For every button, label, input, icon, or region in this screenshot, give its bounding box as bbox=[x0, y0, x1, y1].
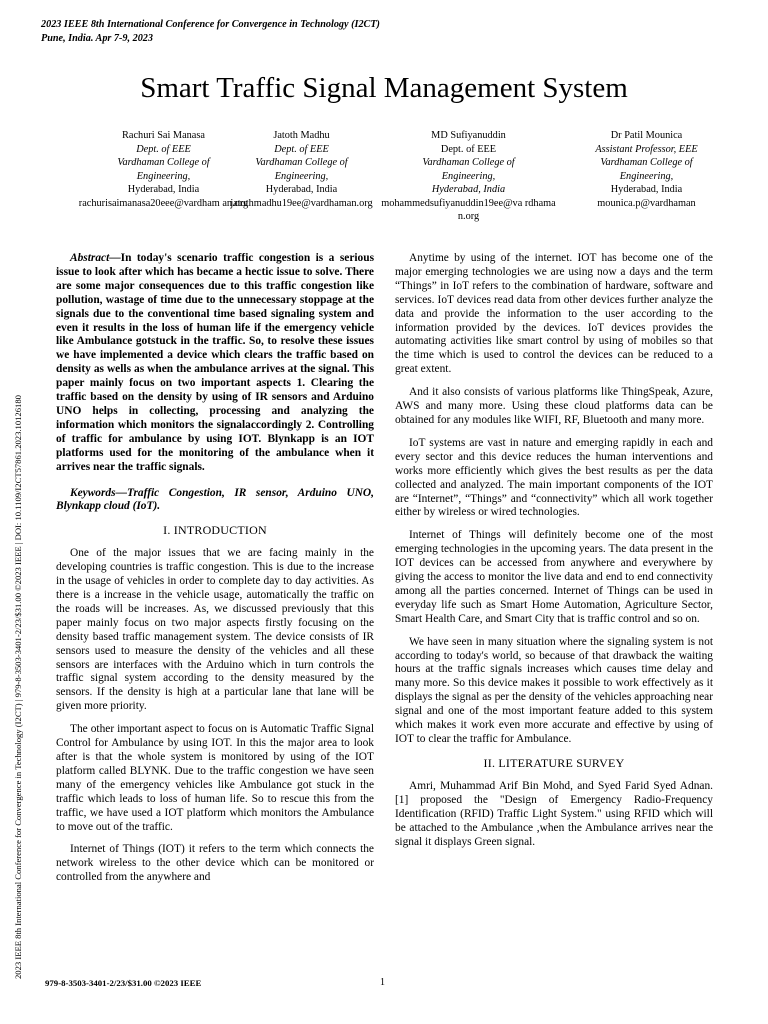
author-email: mounica.p@vardhaman bbox=[597, 197, 696, 209]
keywords-text: —Traffic Congestion, IR sensor, Arduino UNO, Blynkapp cloud (IoT). bbox=[56, 486, 374, 513]
paragraph: The other important aspect to focus on is Automatic Traffic Signal Control for Ambulance by using IOT. In this the major area to look after is that the whole system is monitored by using of the IOT platform called BLYNK. Due to the traffic congestion we have seen many of the emergency vehicles like Ambulance got stuck in the traffic which leads to loss of human life. So to rescue this from the traffic, we have used a IOT platform which monitors the Ambulance to move out of the traffic. bbox=[56, 723, 374, 833]
author-name: Dr Patil Mounica bbox=[610, 130, 683, 141]
author-name: Rachuri Sai Manasa bbox=[122, 130, 205, 141]
conference-header bbox=[41, 18, 380, 46]
keywords bbox=[56, 487, 374, 515]
right-column bbox=[395, 252, 713, 858]
author-email: jatothmadhu19ee@vardhaman.org bbox=[230, 197, 373, 209]
paragraph: Amri, Muhammad Arif Bin Mohd, and Syed Farid Syed Adnan.[1] proposed the "Design of Emergency Radio-Frequency Identification (RFID) Traffic Light System." using RFID which will be attached to the Ambulance ,when the Ambulance arrives near the signal it displays Green signal. bbox=[395, 779, 713, 848]
doi-text: 2023 IEEE 8th International Conference for Convergence in Technology (I2CT) | 979-8-3503-3401-2/23/$31.00 ©2023 IEEE | DOI: 10.1109/I2CT57861.2023.10126180 bbox=[13, 395, 23, 979]
conference-name: 2023 IEEE 8th International Conference for Convergence in Technology (I2CT) bbox=[41, 19, 380, 30]
left-column bbox=[56, 252, 374, 894]
section-heading-literature-survey: II. LITERATURE SURVEY bbox=[483, 755, 625, 770]
author-org: Engineering, bbox=[274, 170, 329, 182]
author-city: Hyderabad, India bbox=[610, 184, 683, 195]
paragraph: And it also consists of various platforms like ThingSpeak, Azure, AWS and many more. Using these cloud platforms data can be obtained for any modules like WIFI, RF, Bluetooth and many more. bbox=[395, 386, 713, 426]
author-org: Engineering, bbox=[136, 170, 191, 182]
author-org: Vardhaman College of bbox=[255, 157, 348, 168]
author-dept: Dept. of EEE bbox=[136, 143, 191, 155]
author-block bbox=[381, 129, 556, 224]
paragraph: Anytime by using of the internet. IOT has become one of the major emerging technologies we are using now a days and the term “Things” in IoT refers to the combination of hardware, software and services. IoT devices read data from other devices further analyze the data and provide the information to the user according to the information provided by the devices. IoT devices provides the automating activities like smart control by using of mobiles so that the time which is used to control the devices can be reduced to a great extent. bbox=[395, 252, 713, 376]
paper-title: Smart Traffic Signal Management System bbox=[140, 72, 628, 104]
doi-margin-text bbox=[8, 159, 28, 979]
author-org: Vardhaman College of bbox=[117, 157, 210, 168]
paragraph: One of the major issues that we are facing mainly in the developing countries is traffic congestion. This is due to the increase in the usage of vehicles in order to complete day to day activities. As there is a increase in the vehicle usage, automatically the traffic on the roads will be increases. As, we discussed previously that this paper mainly focus on two major aspects firstly focusing on the density based traffic management system. The device consists of IR sensors used to measure the density of the vehicles and all these sensors are interfaces with the Arduino which in turn controls the traffic signal system according to the density measured by the sensors. If the density is high at a particular lane that lane will be given more priority. bbox=[56, 547, 374, 713]
author-org: Engineering, bbox=[441, 170, 496, 182]
footer-isbn: 979-8-3503-3401-2/23/$31.00 ©2023 IEEE bbox=[45, 978, 202, 988]
author-org: Vardhaman College of bbox=[600, 157, 693, 168]
author-email: mohammedsufiyanuddin19ee@va rdhaman.org bbox=[381, 197, 556, 222]
section-heading-introduction: I. INTRODUCTION bbox=[163, 523, 267, 538]
author-name: Jatoth Madhu bbox=[273, 130, 330, 141]
author-city: Hyderabad, India bbox=[265, 184, 338, 195]
author-dept: Dept. of EEE bbox=[440, 143, 497, 155]
author-dept: Assistant Professor, EEE bbox=[595, 143, 698, 155]
paragraph: IoT systems are vast in nature and emerging rapidly in each and every sector and this device reduces the human interventions and works more efficiently which gives the best results as per the data collected and analyzed. The main important components of the IOT are “Internet”, “Things” and “connectivity” which all work together either by wireless or wired technologies. bbox=[395, 436, 713, 519]
author-org: Engineering, bbox=[619, 170, 674, 182]
author-block bbox=[214, 129, 389, 210]
paragraph: Internet of Things (IOT) it refers to the term which connects the network wireless to the other device which can be monitored or controlled from the anywhere and bbox=[56, 843, 374, 884]
abstract-label: Abstract bbox=[70, 252, 110, 264]
page-number: 1 bbox=[380, 977, 385, 988]
abstract-text: —In today's scenario traffic congestion is a serious issue to look after which has became a hectic issue to solve. There are some major consequences due to this traffic congestion like pollution, wastage of time due to the unnecessary stoppage at the signals due to the conventional time based signaling system and even it results in the loss of human life if the emergency vehicle like Ambulance gotstuck in the traffic. So, to resolve these issues we have implemented a device which clears the traffic based on density as wells as when the ambulance arrives at the signal. This paper mainly focus on two important aspects 1. Clearing the traffic based on the density by using of IR sensors and Arduino UNO helps in collecting, processing and analyzing the information which monitors the signalaccordingly 2. Controlling of traffic for ambulance by using IOT. Blynkapp is an IOT platforms used for the monitoring of the ambulance when it arrives near the traffic signals. bbox=[56, 252, 374, 473]
author-city: Hyderabad, India bbox=[431, 184, 506, 195]
abstract bbox=[56, 252, 374, 475]
paragraph: Internet of Things will definitely become one of the most emerging technologies in the upcoming years. The data present in the IOT devices can be accessed from anywhere and everywhere by giving the access to monitor the live data and end to end connectivity among all the parties concerned. Internet of Things can be used in everyday life such as Smart Home Automation, Agriculture Sector, Smart Health Care, and Smart City that is traffic control and so on. bbox=[395, 529, 713, 625]
author-name: MD Sufiyanuddin bbox=[431, 130, 506, 141]
author-block bbox=[559, 129, 734, 210]
keywords-label: Keywords bbox=[70, 486, 116, 499]
conference-location: Pune, India. Apr 7-9, 2023 bbox=[41, 33, 153, 44]
author-org: Vardhaman College of bbox=[422, 157, 515, 168]
paragraph: We have seen in many situation where the signaling system is not according to today's world, so because of that drawback the waiting hours at the traffic signals increases which causes time delay and many more. So this device makes it possible to work effectively as it displays the signal as per the density of the vehicles approaching near signal and one of the most important feature added to this system which makes it work even more accurate and effective by using of IOT to clear the traffic for Ambulance. bbox=[395, 635, 713, 745]
author-email: rachurisaimanasa20eee@vardham an.org bbox=[78, 197, 249, 209]
author-dept: Dept. of EEE bbox=[274, 143, 329, 155]
author-city: Hyderabad, India bbox=[127, 184, 200, 195]
